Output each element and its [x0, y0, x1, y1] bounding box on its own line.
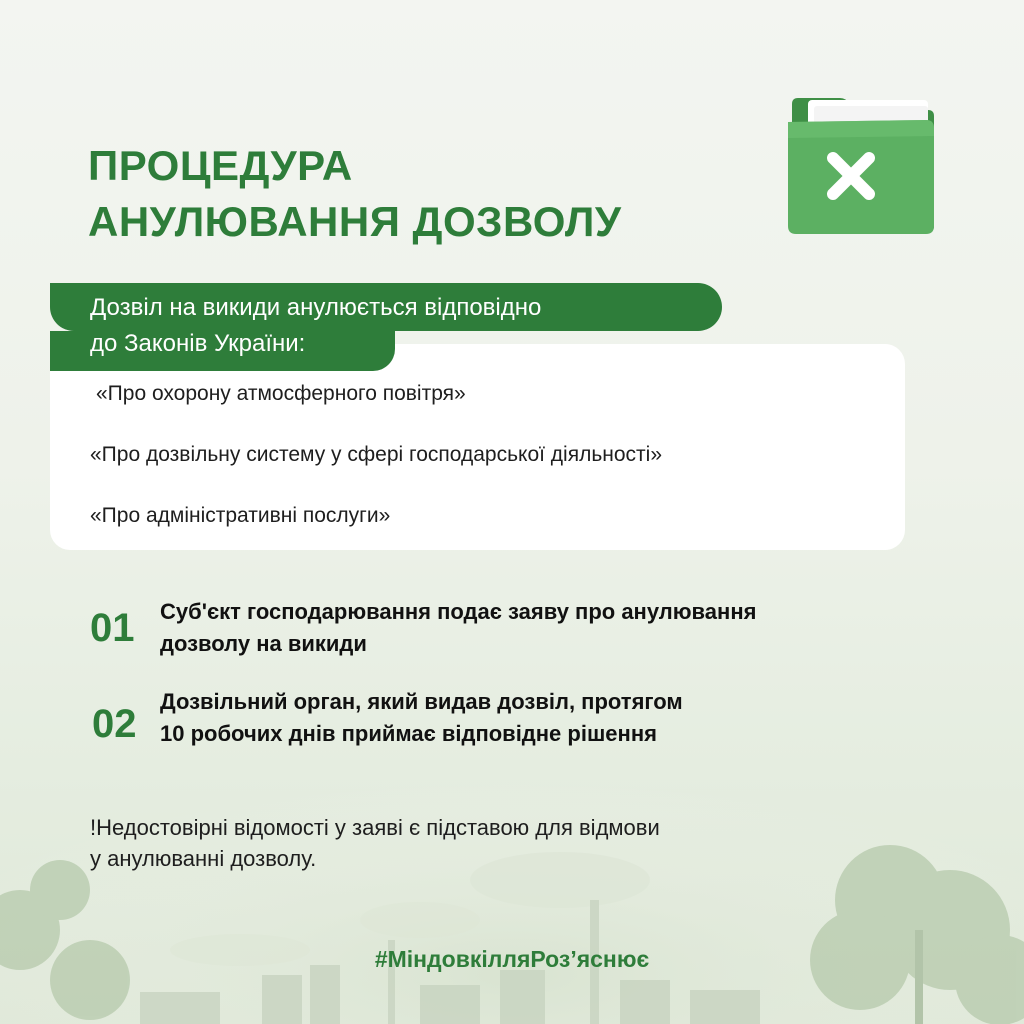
intro-line-1: Дозвіл на викиди анулюється відповідно	[90, 294, 542, 321]
title-line-2: АНУЛЮВАННЯ ДОЗВОЛУ	[88, 198, 622, 245]
note-line-2: у анулюванні дозволу.	[90, 846, 317, 871]
step-number: 01	[90, 606, 135, 650]
law-item: «Про адміністративні послуги»	[90, 504, 391, 527]
note-line-1: !Недостовірні відомості у заяві є підставою для відмови	[90, 815, 660, 840]
step-text	[160, 686, 683, 750]
step-2-line-1: Дозвільний орган, який видав дозвіл, протягом	[160, 689, 683, 714]
hashtag: #МіндовкілляРоз’яснює	[374, 946, 650, 972]
intro-text	[90, 290, 541, 362]
step-text	[160, 596, 756, 660]
title-line-1: ПРОЦЕДУРА	[88, 142, 353, 189]
page-title	[88, 138, 621, 250]
law-item: «Про охорону атмосферного повітря»	[96, 382, 466, 405]
step-1-line-2: дозволу на викиди	[160, 631, 367, 656]
step-2-line-2: 10 робочих днів приймає відповідне рішення	[160, 721, 657, 746]
intro-line-2: до Законів України:	[90, 330, 306, 357]
step-number: 02	[92, 702, 137, 746]
warning-note	[90, 812, 660, 874]
law-item: «Про дозвільну систему у сфері господарської діяльності»	[90, 443, 663, 466]
folder-with-x-icon	[778, 86, 942, 242]
step-1-line-1: Суб'єкт господарювання подає заяву про анулювання	[160, 599, 757, 624]
